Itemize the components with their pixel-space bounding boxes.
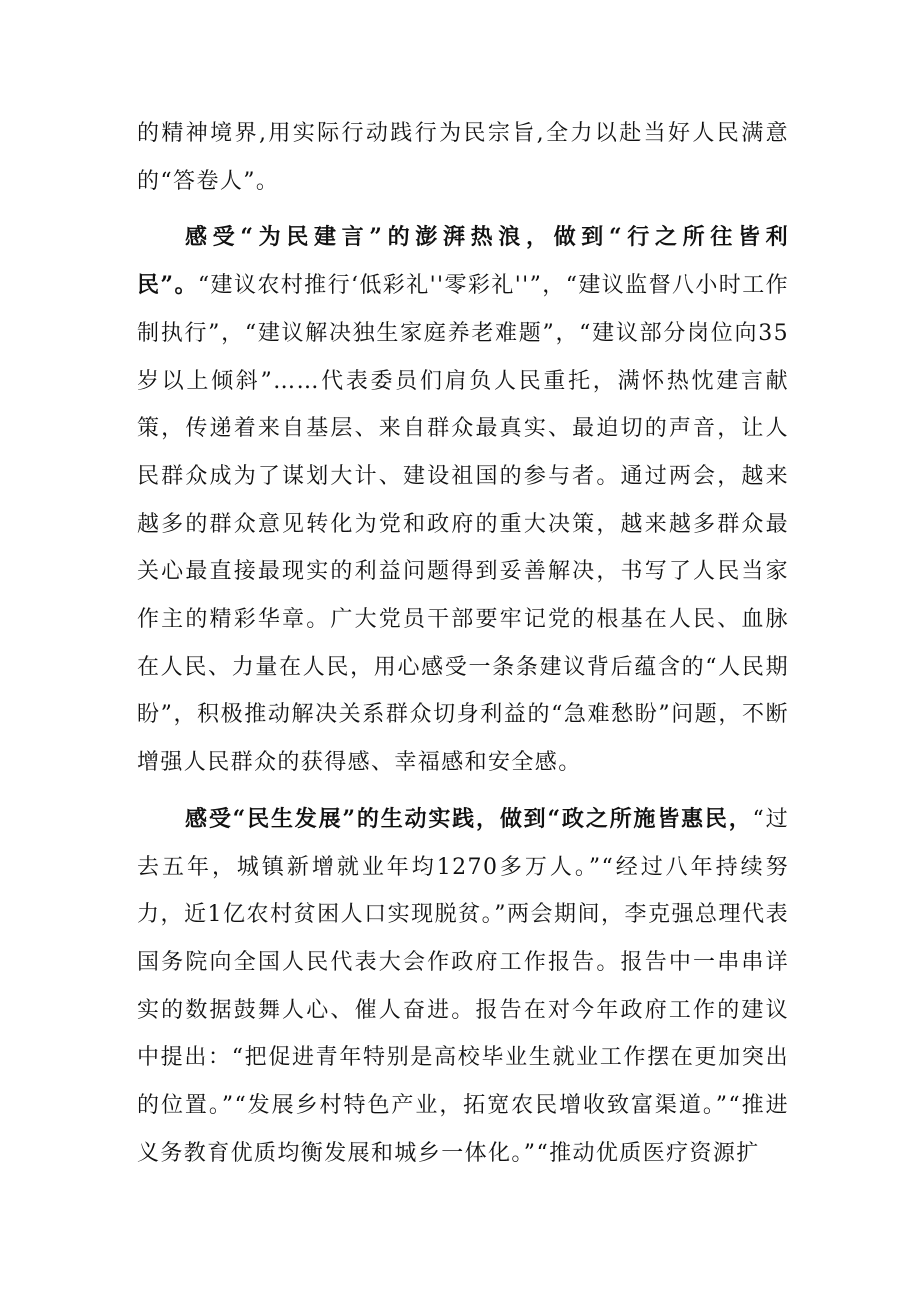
paragraph-2-lead: 感受“为民建言”的澎湃热浪，做到“行之所往皆利民”。 bbox=[137, 224, 789, 299]
paragraph-2-text: “建议农村推行‘低彩礼''零彩礼''”，“建议监督八小时工作制执行”，“建议解决独生家庭养老难题”，“建议部分岗位向35岁以上倾斜”……代表委员们肩负人民重托，满怀热忱建言献策，传递着来自基层、来自群众最真实、最迫切的声音，让人民群众成为了谋划大计、建设祖国的参与者。通过两会，越来越多的群众意见转化为党和政府的重大决策，越来越多群众最关心最直接最现实的利益问题得到妥善解决，书写了人民当家作主的精彩华章。广大党员干部要牢记党的根基在人民、血脉在人民、力量在人民，用心感受一条条建议背后蕴含的“人民期盼”，积极推动解决关系群众切身利益的“急难愁盼”问题，不断增强人民群众的获得感、幸福感和安全感。 bbox=[137, 273, 789, 776]
paragraph-3-text: “过去五年，城镇新增就业年均1270多万人。”“经过八年持续努力，近1亿农村贫困人口实现脱贫。”两会期间，李克强总理代表国务院向全国人民代表大会作政府工作报告。报告中一串串详实的数据鼓舞人心、催人奋进。报告在对今年政府工作的建议中提出：“把促进青年特别是高校毕业生就业工作摆在更加突出的位置。”“发展乡村特色产业，拓宽农民增收致富渠道。”“推进义务教育优质均衡发展和城乡一体化。”“推动优质医疗资源扩 bbox=[137, 806, 789, 1166]
paragraph-1-text: 的精神境界,用实际行动践行为民宗旨,全力以赴当好人民满意的“答卷人”。 bbox=[137, 121, 789, 194]
paragraph-3 bbox=[137, 796, 789, 1178]
paragraph-1 bbox=[137, 110, 789, 205]
paragraph-3-lead: 感受“民生发展”的生动实践，做到“政之所施皆惠民， bbox=[185, 805, 753, 832]
document-body bbox=[137, 110, 789, 1177]
paragraph-2 bbox=[137, 214, 789, 786]
